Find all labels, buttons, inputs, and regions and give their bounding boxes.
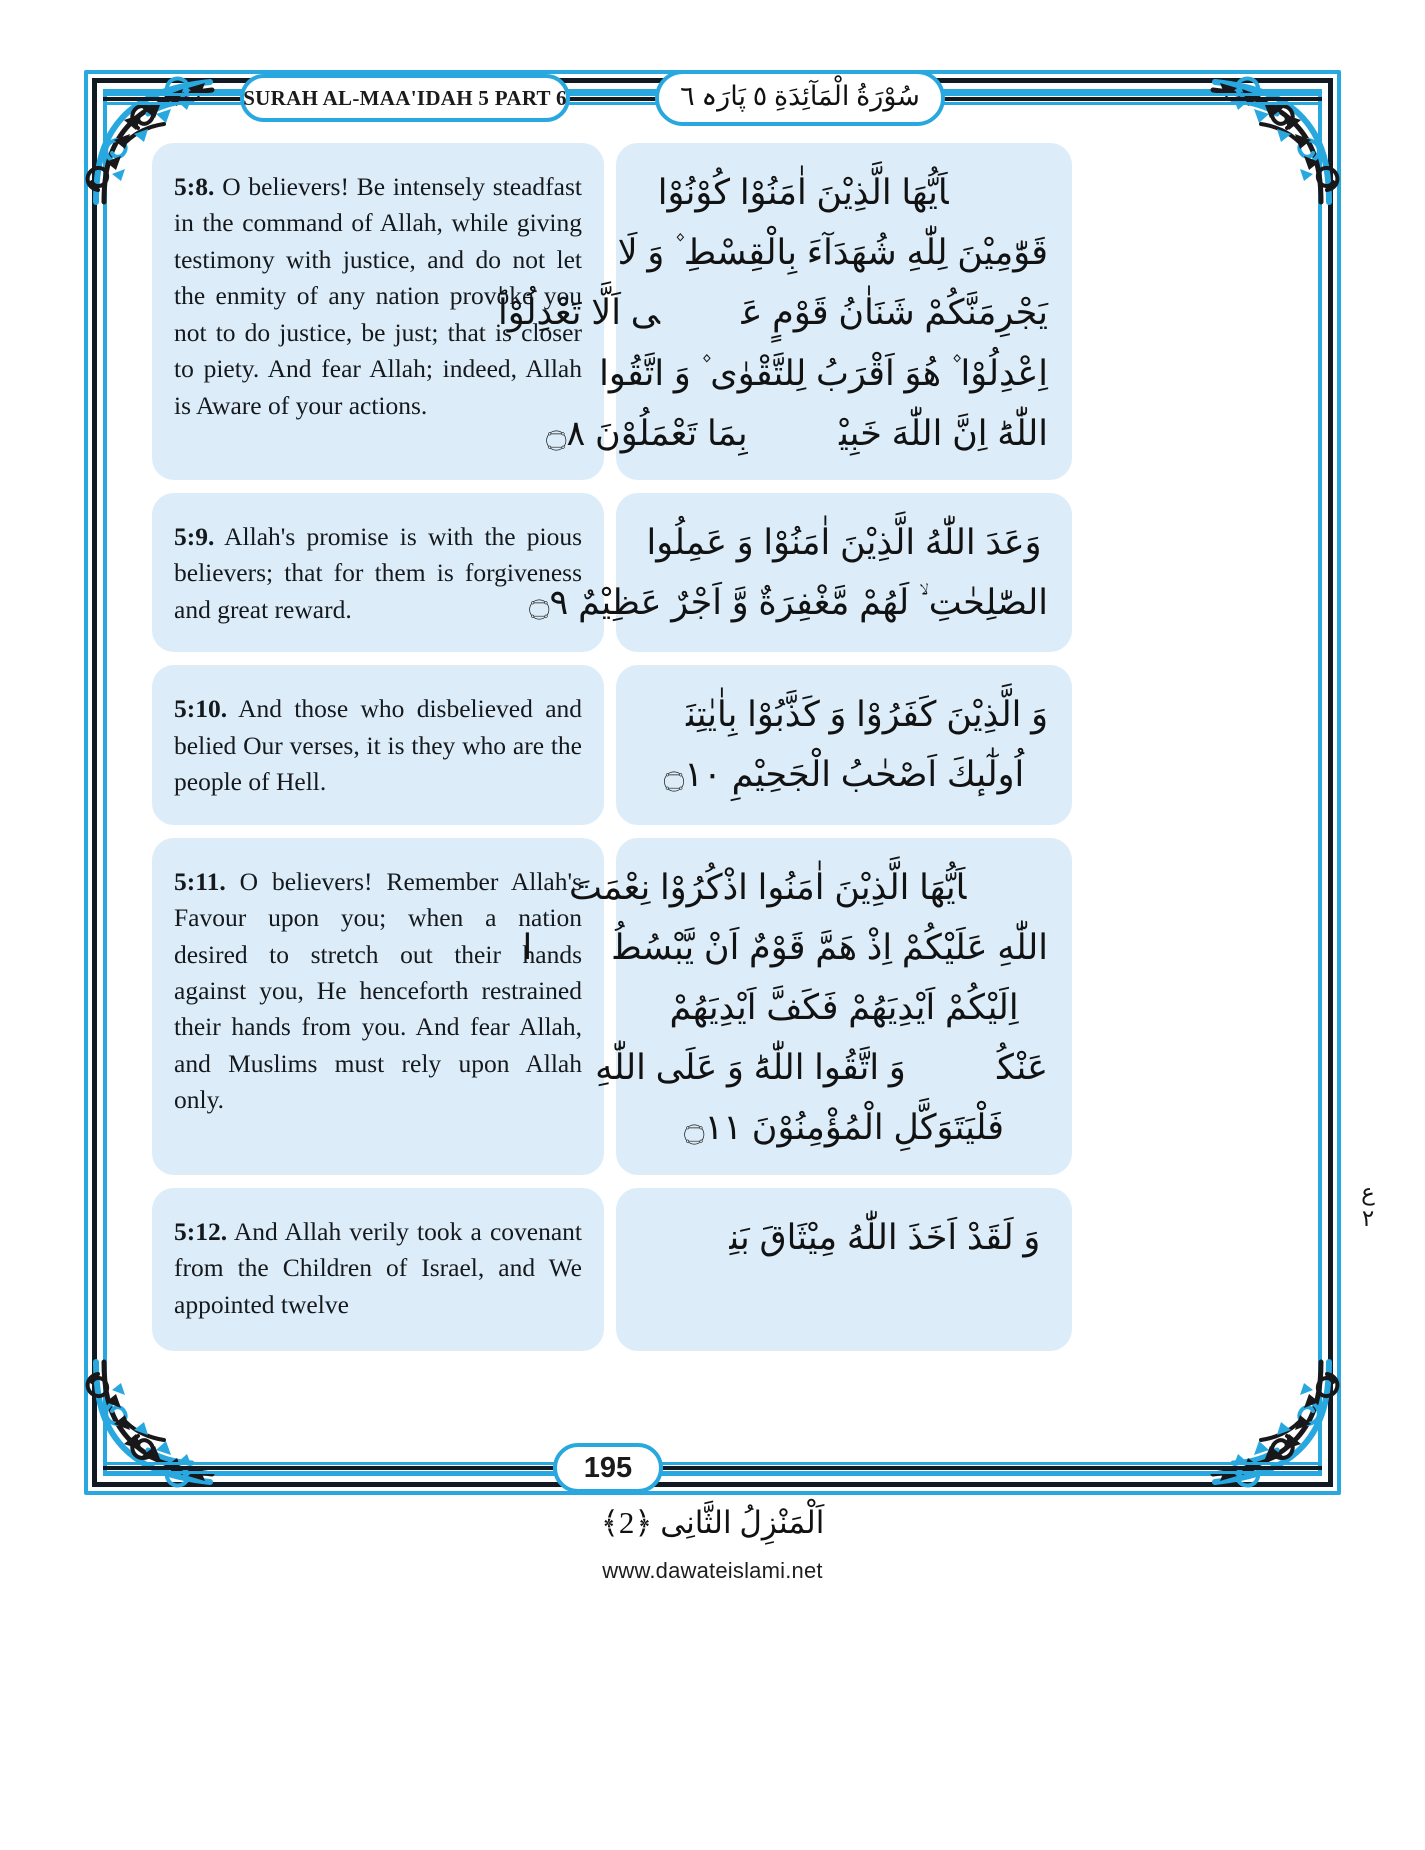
verse-english-text	[174, 1214, 582, 1323]
verse-english-body: Allah's promise is with the pious believers; that for them is forgiveness and great reward.	[174, 521, 583, 624]
arabic-line: فَلْیَتَوَكَّلِ الْمُؤْمِنُوْنَ ۝۱۱	[683, 1108, 1005, 1148]
verse-english-block	[152, 1188, 604, 1351]
verse-reference: 5:9.	[174, 521, 215, 551]
verse-reference: 5:10.	[174, 694, 228, 724]
verse-row	[152, 665, 1072, 824]
verse-arabic-text	[498, 163, 1048, 464]
arabic-line: یٰۤاَیُّهَا الَّذِیْنَ اٰمَنُوا اذْكُرُوْا نِعْمَتَ	[569, 867, 1048, 907]
verse-arabic-block	[498, 143, 1072, 480]
ruku-number: ٢	[1361, 1206, 1375, 1232]
arabic-line: الصّٰلِحٰتِ ۙ لَهُمْ مَّغْفِرَةٌ وَّ اَجْرٌ عَظِیْمٌ ۝۹	[529, 583, 1048, 623]
verses-container	[152, 143, 1072, 1433]
page-number: 195	[583, 1451, 633, 1484]
verse-english-text	[174, 691, 582, 800]
verse-arabic-text	[522, 858, 1048, 1159]
verse-arabic-text	[529, 513, 1048, 633]
verse-reference: 5:8.	[174, 172, 215, 201]
arabic-line: اِلَیْكُمْ اَیْدِیَهُمْ فَكَفَّ اَیْدِیَهُمْ	[669, 988, 1019, 1028]
arabic-line: اللّٰهَؕ اِنَّ اللّٰهَ خَبِیْرٌۢ بِمَا تَعْمَلُوْنَ ۝۸	[545, 413, 1048, 453]
verse-row	[152, 493, 1072, 652]
verse-row	[152, 838, 1072, 1175]
verse-english-body: And those who disbelieved and belied Our verses, it is they who are the people of Hell.	[174, 694, 583, 797]
arabic-line: عَنْكُمْۚ وَ اتَّقُوا اللّٰهَؕ وَ عَلَى اللّٰهِ	[595, 1048, 1048, 1088]
verse-english-text	[174, 519, 582, 628]
arabic-line: یٰۤاَیُّهَا الَّذِیْنَ اٰمَنُوْا كُوْنُوْا	[657, 173, 1031, 212]
verse-arabic-text	[631, 685, 1048, 805]
verse-arabic-block	[616, 1188, 1072, 1351]
surah-title-arabic-badge	[655, 70, 945, 126]
verse-english-block	[152, 838, 604, 1175]
verse-reference: 5:12.	[174, 1216, 228, 1246]
ruku-letter: ع	[1361, 1180, 1375, 1205]
surah-title-english: SURAH AL-MAA'IDAH 5 PART 6	[243, 85, 567, 110]
arabic-line: قَوّٰمِیْنَ لِلّٰهِ شُهَدَآءَ بِالْقِسْطِ ۫ وَ لَا	[617, 233, 1048, 273]
page-number-badge	[553, 1443, 663, 1493]
arabic-line: اللّٰهِ عَلَیْكُمْ اِذْ هَمَّ قَوْمٌ اَنْ یَّبْسُطُوْۤا	[522, 927, 1048, 967]
ruku-marker	[1345, 1180, 1391, 1233]
verse-arabic-block	[529, 493, 1072, 652]
verse-english-text	[174, 864, 582, 1119]
verse-english-body: O believers! Remember Allah's Favour upon you; when a nation desired to stretch out their hands against you, He henceforth restrained their hands from you. And fear Allah, and Muslims must rely upon Allah only.	[174, 866, 582, 1115]
arabic-line: وَ الَّذِیْنَ كَفَرُوْا وَ كَذَّبُوْا بِاٰیٰتِنَاۤ	[631, 695, 1048, 735]
verse-english-block	[152, 665, 604, 824]
verse-row	[152, 143, 1072, 480]
arabic-line: یَجْرِمَنَّكُمْ شَنَاٰنُ قَوْمٍ عَلٰۤى اَلَّا تَعْدِلُوْاؕ	[498, 293, 1048, 333]
arabic-line: اُولٰٓىٕكَ اَصْحٰبُ الْجَحِیْمِ ۝۱۰	[663, 755, 1025, 795]
verse-english-body: O believers! Be intensely steadfast in the command of Allah, while giving testimony with justice, and do not let the enmity of any nation provoke you not to do justice, be just; that is closer to piety. And fear Allah; indeed, Allah is Aware of your actions.	[174, 172, 582, 420]
website-url: www.dawateislami.net	[602, 1558, 823, 1583]
arabic-line: وَ لَقَدْ اَخَذَ اللّٰهُ مِیْثَاقَ بَنِیْۤ	[647, 1217, 1041, 1257]
arabic-line: اِعْدِلُوْا ۫ هُوَ اَقْرَبُ لِلتَّقْوٰى ۫ وَ اتَّقُوا	[599, 353, 1048, 393]
arabic-line: وَعَدَ اللّٰهُ الَّذِیْنَ اٰمَنُوْا وَ عَمِلُوا	[646, 522, 1042, 562]
surah-title-arabic: سُوْرَةُ الْمَآئِدَةِ ٥ پَارَہ ٦	[680, 80, 920, 111]
verse-arabic-block	[522, 838, 1072, 1175]
surah-title-english-badge	[240, 74, 570, 122]
verse-arabic-text	[640, 1208, 1048, 1268]
verse-row	[152, 1188, 1072, 1351]
footer-divider-rule	[103, 1462, 1322, 1474]
verse-arabic-block	[616, 665, 1072, 824]
verse-english-body: And Allah verily took a covenant from the Children of Israel, and We appointed twelve	[174, 1216, 582, 1319]
verse-reference: 5:11.	[174, 866, 226, 896]
manzil-label: اَلْمَنْزِلُ الثَّانِی ﴿2﴾	[600, 1505, 825, 1540]
